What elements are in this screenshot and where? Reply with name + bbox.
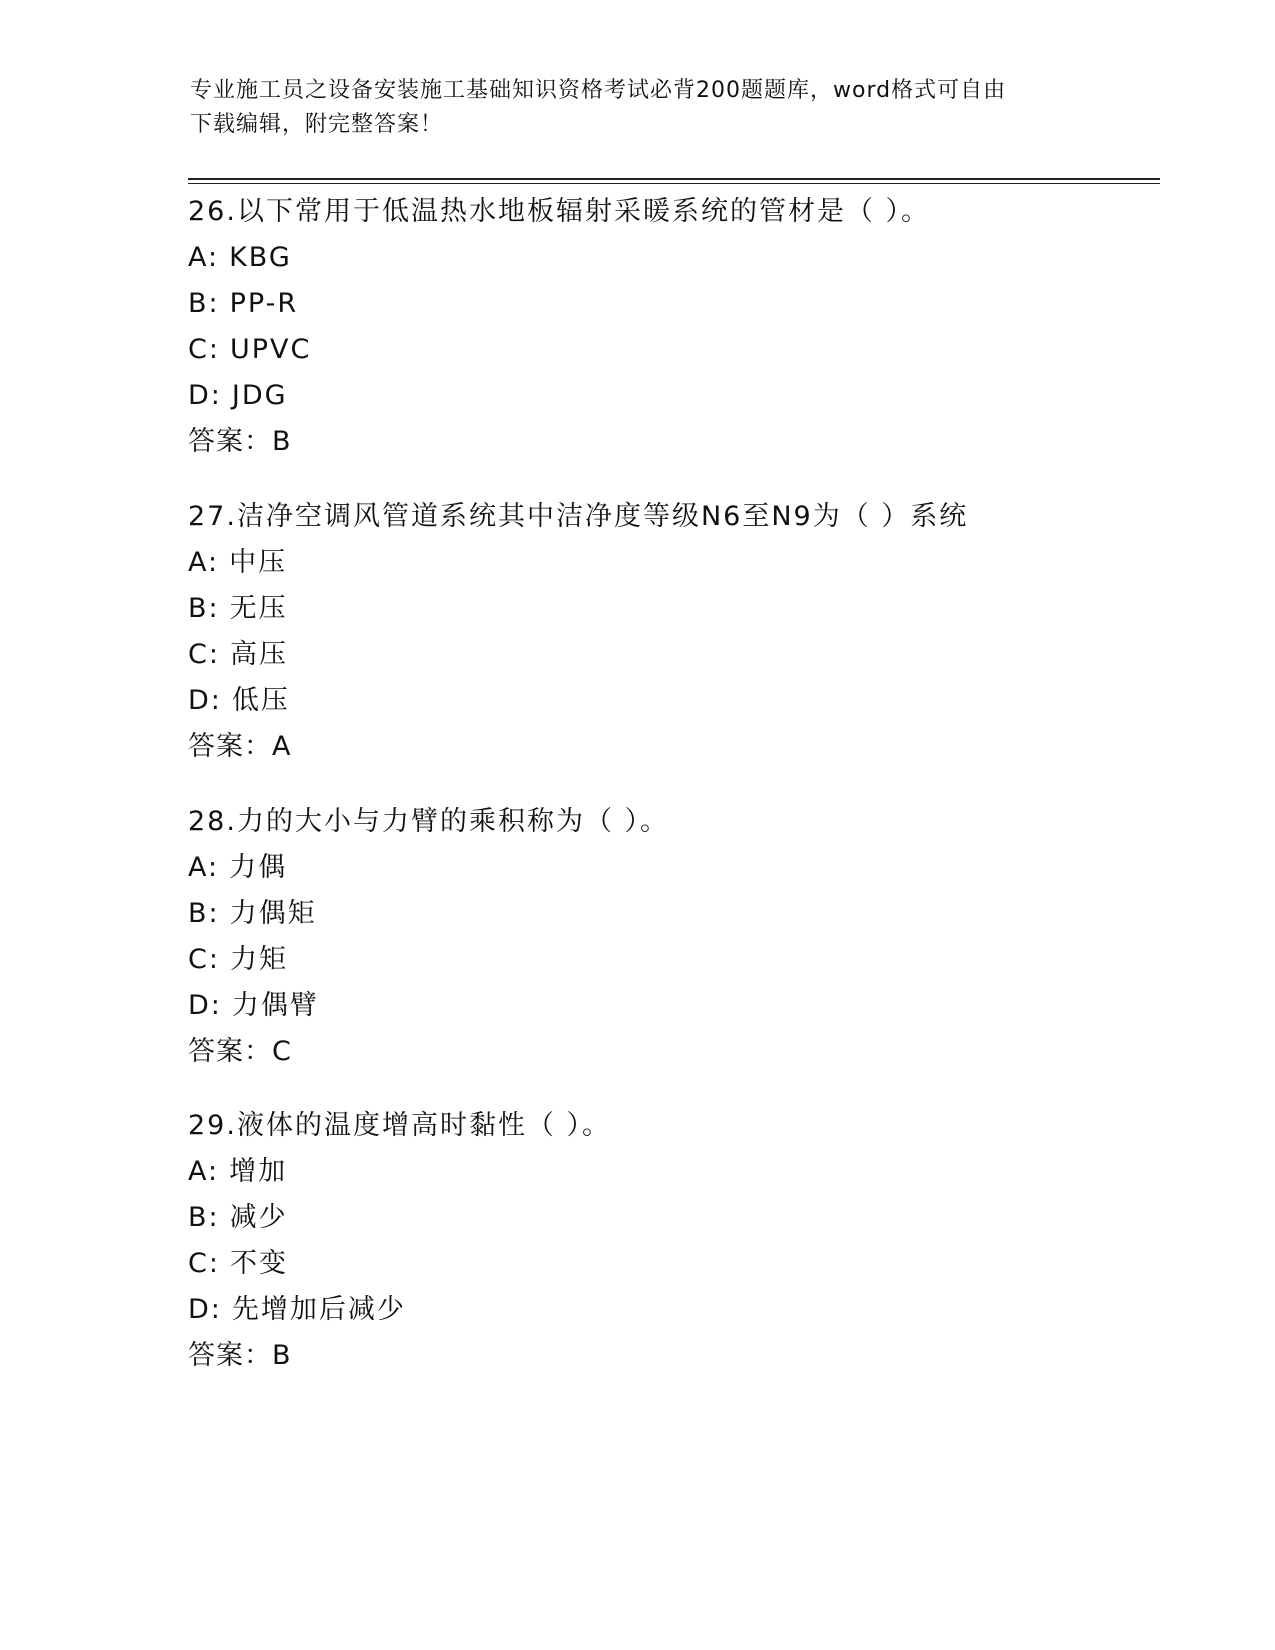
answer-line: 答案：C: [188, 1036, 292, 1067]
header-divider-thin: [188, 183, 1160, 184]
option-letter: A:: [188, 852, 220, 883]
option-text: 力矩: [229, 944, 288, 975]
option-text: KBG: [229, 242, 292, 273]
option-b: [188, 281, 1168, 327]
question-title: 26.以下常用于低温热水地板辐射采暖系统的管材是（ ）。: [188, 196, 931, 227]
option-a: [188, 235, 1168, 281]
question-27: [188, 494, 1168, 770]
option-letter: C:: [188, 639, 220, 670]
question-title: 27.洁净空调风管道系统其中洁净度等级N6至N9为（ ）系统: [188, 501, 969, 532]
question-28: [188, 799, 1168, 1075]
answer-line: 答案：B: [188, 1340, 292, 1371]
option-a: [188, 1149, 1168, 1195]
option-letter: B:: [188, 593, 220, 624]
option-c: [188, 327, 1168, 373]
option-letter: A:: [188, 1156, 220, 1187]
option-letter: D:: [188, 380, 222, 411]
option-b: [188, 586, 1168, 632]
option-text: 先增加后减少: [231, 1294, 406, 1325]
option-letter: A:: [188, 547, 220, 578]
option-letter: C:: [188, 334, 220, 365]
option-letter: A:: [188, 242, 220, 273]
option-d: [188, 678, 1168, 724]
option-letter: B:: [188, 288, 220, 319]
option-c: [188, 1241, 1168, 1287]
option-text: UPVC: [229, 334, 312, 365]
option-c: [188, 937, 1168, 983]
option-letter: D:: [188, 990, 222, 1021]
answer-line: 答案：A: [188, 731, 292, 762]
answer-line: 答案：B: [188, 426, 292, 457]
option-text: PP-R: [229, 288, 299, 319]
option-text: 力偶: [229, 852, 288, 883]
option-b: [188, 891, 1168, 937]
option-b: [188, 1195, 1168, 1241]
option-d: [188, 983, 1168, 1029]
question-title: 29.液体的温度增高时黏性（ ）。: [188, 1110, 612, 1141]
option-text: 无压: [229, 593, 288, 624]
question-26: [188, 189, 1168, 465]
document-header: [190, 74, 1070, 142]
option-text: 力偶矩: [229, 898, 317, 929]
header-line-1: 专业施工员之设备安装施工基础知识资格考试必背200题题库，word格式可自由: [190, 78, 1007, 103]
option-d: [188, 1287, 1168, 1333]
header-divider-thick: [188, 178, 1160, 180]
option-text: 力偶臂: [231, 990, 319, 1021]
option-letter: B:: [188, 1202, 220, 1233]
question-29: [188, 1103, 1168, 1379]
option-text: 低压: [231, 685, 290, 716]
option-letter: C:: [188, 944, 220, 975]
option-a: [188, 540, 1168, 586]
option-d: [188, 373, 1168, 419]
option-text: 不变: [229, 1248, 288, 1279]
option-c: [188, 632, 1168, 678]
option-letter: D:: [188, 1294, 222, 1325]
option-a: [188, 845, 1168, 891]
option-text: 减少: [229, 1202, 288, 1233]
option-letter: D:: [188, 685, 222, 716]
option-letter: C:: [188, 1248, 220, 1279]
option-text: 中压: [229, 547, 288, 578]
option-text: 增加: [229, 1156, 288, 1187]
question-title: 28.力的大小与力臂的乘积称为（ ）。: [188, 806, 670, 837]
header-line-2: 下载编辑，附完整答案！: [190, 112, 444, 137]
option-text: JDG: [231, 380, 288, 411]
option-letter: B:: [188, 898, 220, 929]
option-text: 高压: [229, 639, 288, 670]
